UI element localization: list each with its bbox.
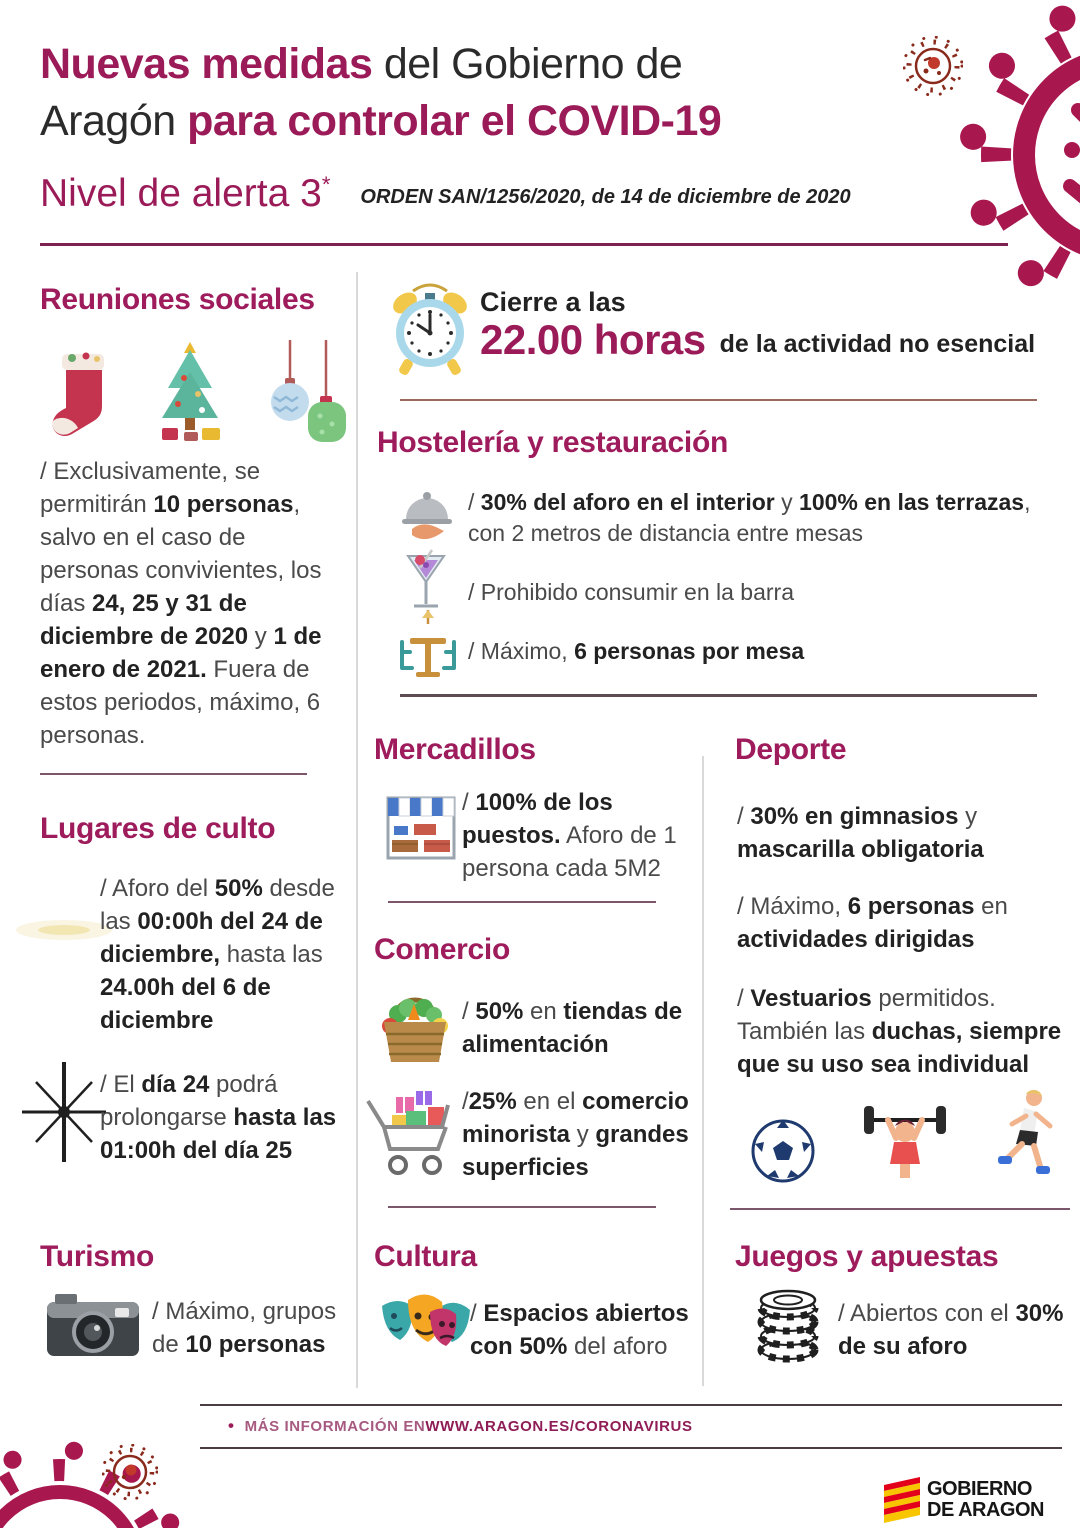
hosteleria-item-3: / Máximo, 6 personas por mesa [468,638,805,664]
footer-divider-bottom [200,1447,1062,1449]
page-title [40,36,880,150]
divider [40,773,307,775]
market-stall-icon [384,792,458,862]
ornaments-icon [264,340,348,448]
alarm-clock-icon [383,281,477,381]
bullet-icon: • [228,1416,235,1435]
mercadillos-item: / 100% de los puestos. Aforo de 1 persona cada 5M2 [462,789,677,882]
footer-info-prefix: MÁS INFORMACIÓN EN [244,1418,426,1435]
curfew-suffix: de la actividad no esencial [719,330,1036,358]
small-virus-icon [903,36,963,96]
weightlifter-icon [862,1094,948,1184]
cultura-item: / Espacios abiertos con 50% del aforo [470,1300,689,1360]
alert-asterisk: * [321,172,331,197]
small-dark-virus-icon [102,1444,158,1500]
lugares-item-2: / El día 24 podrá prolongarse hasta las 01:00h del día 25 [100,1071,337,1164]
section-title-mercadillos: Mercadillos [374,733,536,766]
christmas-stocking-icon [42,348,116,448]
food-basket-icon [376,990,454,1066]
logo-line-1: GOBIERNO [927,1478,1032,1500]
section-title-deporte: Deporte [735,733,847,766]
section-title-turismo: Turismo [40,1240,155,1273]
juegos-item: / Abiertos con el 30% de su aforo [838,1300,1064,1360]
curfew-prefix: Cierre a las [480,287,626,317]
sport-icons-row [750,1086,1058,1184]
deporte-item-3: / Vestuarios permitidos. También las duchas, siempre que su uso sea individual [737,985,1062,1078]
comercio-item-1: / 50% en tiendas de alimentación [462,998,683,1058]
deporte-item-2: / Máximo, 6 personas en actividades dirigidas [737,893,1008,953]
footer-divider-top [200,1404,1062,1406]
runner-icon [994,1086,1058,1184]
lugares-item-1: / Aforo del 50% desde las 00:00h del 24 de diciembre, hasta las 24.00h del 6 de diciembre [100,875,335,1034]
logo-line-2: DE ARAGON [927,1499,1044,1521]
title-line-2: Aragón para controlar el COVID-19 [40,97,722,145]
big-virus-icon [950,0,1080,320]
christmas-icons-row [42,336,348,448]
turismo-item: / Máximo, grupos de 10 personas [152,1298,337,1358]
divider [388,1206,656,1208]
camera-icon [45,1288,141,1362]
hosteleria-item-1: / 30% del aforo en el interior y 100% en las terrazas, con 2 metros de distancia entre mesas [468,489,1031,546]
divider [388,901,656,903]
soccer-ball-icon [750,1118,816,1184]
order-reference: ORDEN SAN/1256/2020, de 14 de diciembre de 2020 [360,186,851,208]
subtitle-row [40,172,851,216]
deporte-item-1: / 30% en gimnasios y mascarilla obligatoria [737,803,984,863]
divider [400,399,1037,401]
theater-masks-icon [378,1288,474,1366]
poker-chips-icon [752,1286,824,1368]
section-title-hosteleria: Hostelería y restauración [377,426,728,459]
section-title-juegos: Juegos y apuestas [735,1240,999,1273]
table-chairs-icon [396,608,460,682]
title-line-1: Nuevas medidas del Gobierno de [40,40,683,88]
bethlehem-star-icon [20,1060,108,1164]
alert-level: Nivel de alerta 3* [40,172,331,215]
reuniones-text: / Exclusivamente, se permitirán 10 personas, salvo en el caso de personas convivientes, los días 24, 25 y 31 de diciembre de 2020 y 1 de enero de 2021. Fuera de estos periodos, máximo, 6 personas. [40,458,322,749]
serving-dish-icon [398,485,456,547]
section-title-reuniones: Reuniones sociales [40,283,315,316]
right-column-divider [702,756,704,1386]
curfew-line [480,316,1035,364]
divider [730,1208,1070,1210]
section-title-comercio: Comercio [374,933,510,966]
header-divider [40,243,1008,246]
gobierno-aragon-logo [884,1477,1044,1523]
curfew-time: 22.00 horas [480,316,706,363]
left-column-divider [356,272,358,1388]
hosteleria-item-2: / Prohibido consumir en la barra [468,579,794,605]
aragon-shield-icon [884,1477,920,1523]
section-title-cultura: Cultura [374,1240,477,1273]
christmas-tree-icon [144,336,236,448]
shopping-cart-icon [362,1083,460,1179]
footer-info-url: WWW.ARAGON.ES/CORONAVIRUS [425,1418,693,1435]
logo-text [927,1479,1044,1521]
section-title-lugares: Lugares de culto [40,812,276,845]
comercio-item-2: /25% en el comercio minorista y grandes superficies [462,1088,689,1181]
candle-faint-icon [14,905,114,955]
divider [400,694,1037,697]
footer-info [228,1416,693,1436]
